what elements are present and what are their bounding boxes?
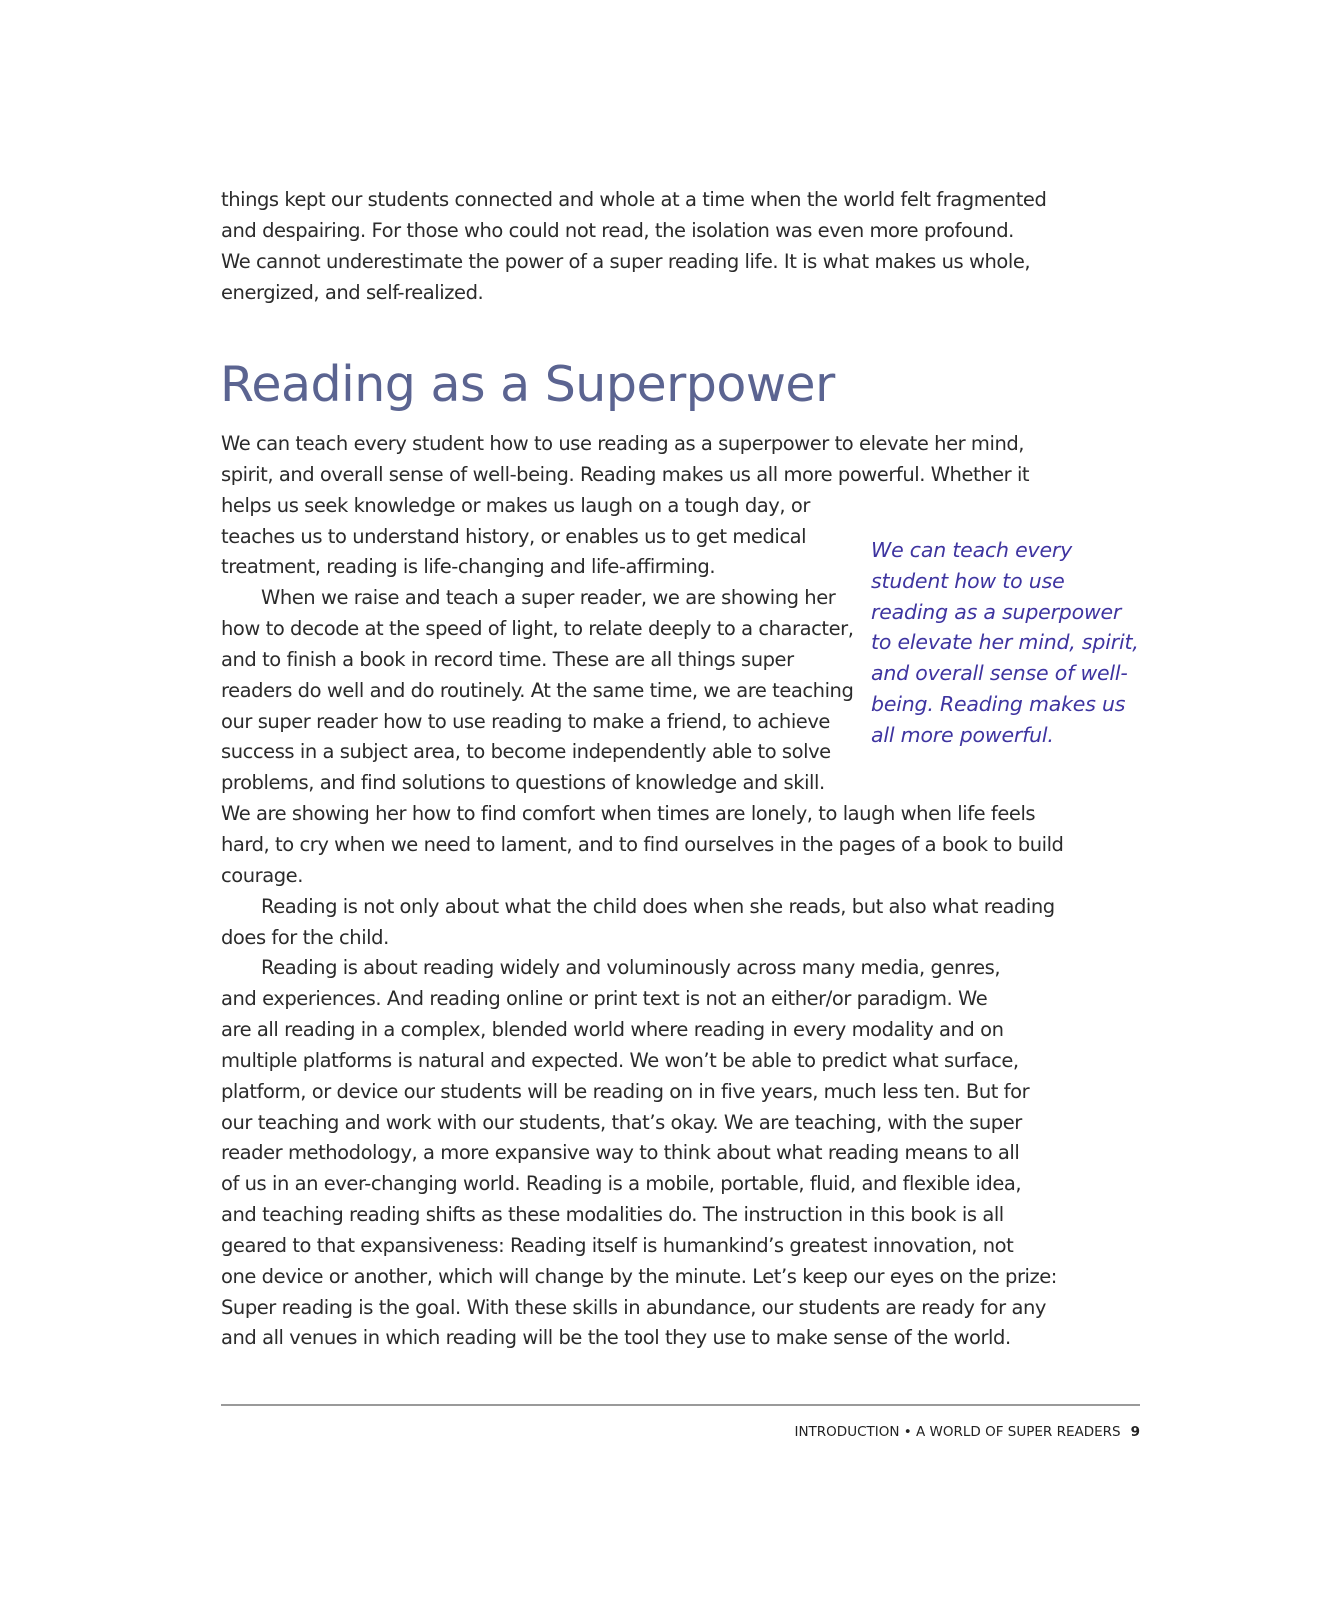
pull-quote-line: We can teach every <box>871 538 1073 562</box>
text-line: multiple platforms is natural and expected. We won’t be able to predict what surface, <box>221 1048 1019 1072</box>
text-line: energized, and self-realized. <box>221 280 484 304</box>
pull-quote-line: to elevate her mind, spirit, <box>871 630 1139 655</box>
text-line: When we raise and teach a super reader, we are showing her <box>261 586 836 610</box>
text-line: are all reading in a complex, blended world where reading in every modality and on <box>221 1018 1004 1042</box>
text-line: geared to that expansiveness: Reading itself is humankind’s greatest innovation, not <box>221 1233 1014 1257</box>
pull-quote-line: being. Reading makes us <box>871 691 1126 716</box>
text-line: of us in an ever-changing world. Reading is a mobile, portable, fluid, and flexible idea, <box>221 1172 1022 1196</box>
text-line: courage. <box>221 863 303 887</box>
text-line: our teaching and work with our students, that’s okay. We are teaching, with the super <box>221 1110 1022 1134</box>
text-line: Super reading is the goal. With these skills in abundance, our students are ready for any <box>221 1295 1046 1319</box>
intro-paragraph <box>221 185 1046 308</box>
page-number: 9 <box>1130 1424 1140 1440</box>
text-line: teaches us to understand history, or enables us to get medical <box>221 524 807 548</box>
running-head: INTRODUCTION • A WORLD OF SUPER READERS <box>794 1424 1121 1440</box>
text-line: and despairing. For those who could not read, the isolation was even more profound. <box>221 218 1014 242</box>
pull-quote-line: student how to use <box>871 568 1065 593</box>
text-line: platform, or device our students will be reading on in five years, much less ten. But for <box>221 1079 1030 1103</box>
section-heading: Reading as a Superpower <box>220 356 835 413</box>
text-line: helps us seek knowledge or makes us laugh on a tough day, or <box>221 493 810 517</box>
text-line: reader methodology, a more expansive way to think about what reading means to all <box>221 1141 1020 1165</box>
text-line: one device or another, which will change by the minute. Let’s keep our eyes on the prize: <box>221 1264 1057 1288</box>
text-line: and to finish a book in record time. These are all things super <box>221 647 794 671</box>
page-footer <box>794 1424 1140 1440</box>
text-line: spirit, and overall sense of well-being. Reading makes us all more powerful. Whether it <box>221 462 1030 486</box>
text-line: We can teach every student how to use reading as a superpower to elevate her mind, <box>221 432 1025 455</box>
text-line: hard, to cry when we need to lament, and to find ourselves in the pages of a book to build <box>221 832 1064 856</box>
pull-quote-line: all more powerful. <box>871 722 1054 747</box>
text-line: success in a subject area, to become independently able to solve <box>221 740 831 764</box>
pull-quote-line: and overall sense of well- <box>871 661 1128 686</box>
text-line: and experiences. And reading online or print text is not an either/or paradigm. We <box>221 987 988 1011</box>
text-line: and teaching reading shifts as these modalities do. The instruction in this book is all <box>221 1203 1004 1227</box>
text-line: and all venues in which reading will be the tool they use to make sense of the world. <box>221 1326 1011 1350</box>
text-line: treatment, reading is life-changing and life-affirming. <box>221 555 716 579</box>
text-line: Reading is not only about what the child does when she reads, but also what reading <box>261 894 1055 918</box>
pull-quote <box>871 535 1139 751</box>
text-line: problems, and find solutions to questions of knowledge and skill. <box>221 771 825 795</box>
text-line: We cannot underestimate the power of a super reading life. It is what makes us whole, <box>221 249 1031 273</box>
text-line: does for the child. <box>221 925 389 949</box>
pull-quote-line: reading as a superpower <box>871 599 1122 624</box>
text-line: things kept our students connected and whole at a time when the world felt fragmented <box>221 188 1047 211</box>
text-line: how to decode at the speed of light, to relate deeply to a character, <box>221 617 854 641</box>
text-line: We are showing her how to find comfort when times are lonely, to laugh when life feels <box>221 802 1036 826</box>
text-line: readers do well and do routinely. At the same time, we are teaching <box>221 678 854 702</box>
footer-divider <box>221 1404 1140 1406</box>
text-line: Reading is about reading widely and voluminously across many media, genres, <box>261 956 1001 980</box>
text-line: our super reader how to use reading to make a friend, to achieve <box>221 709 830 733</box>
